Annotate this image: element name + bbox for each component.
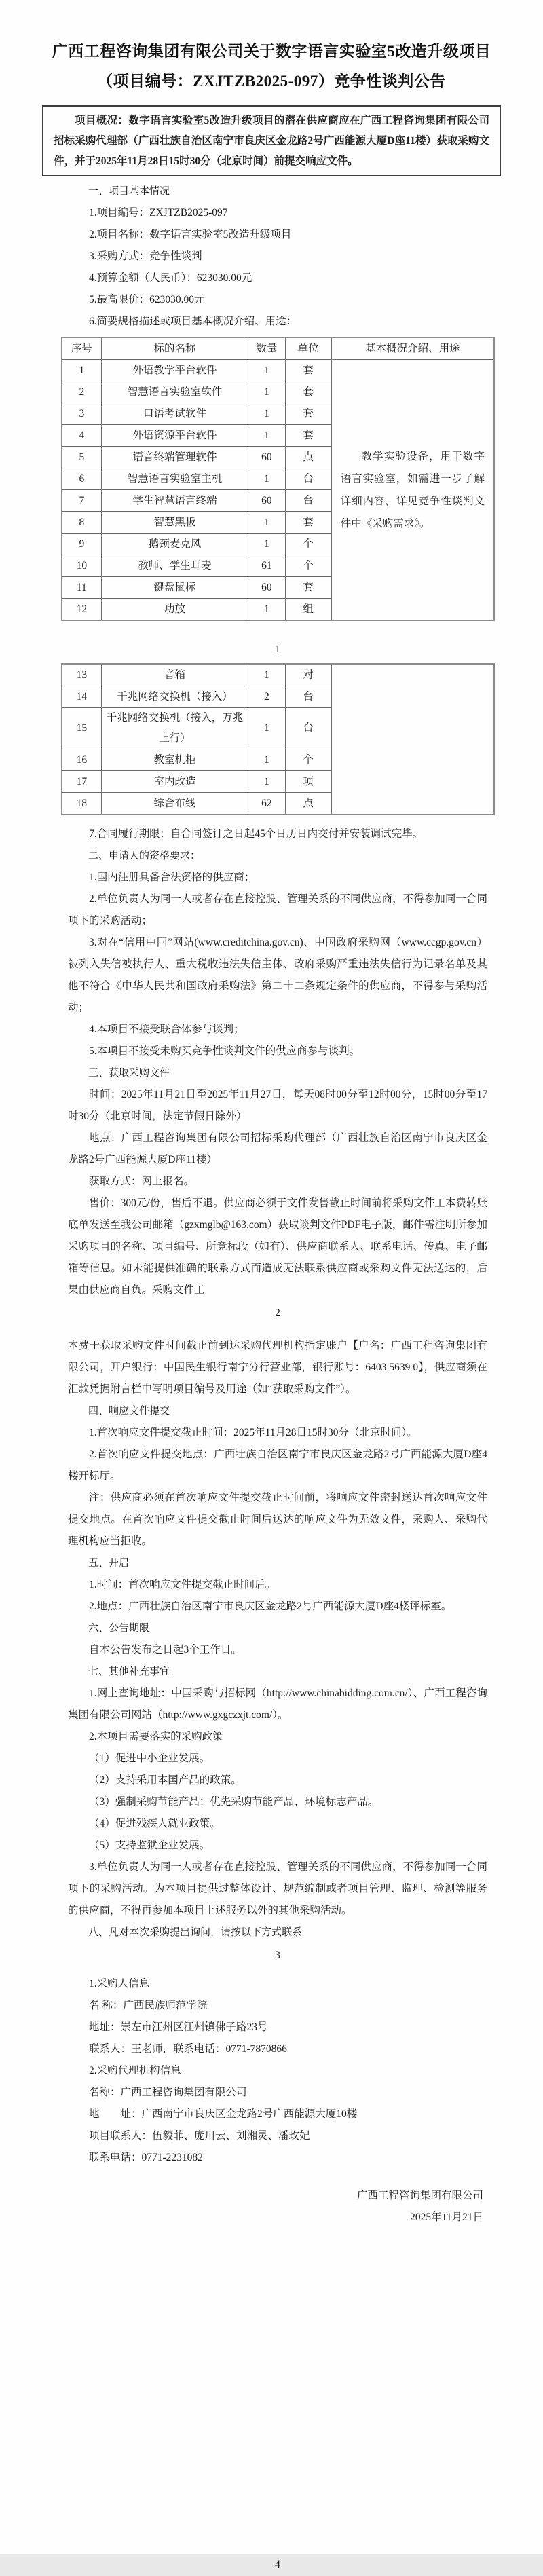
cell-qty: 1: [248, 599, 285, 621]
cell-unit: 套: [285, 403, 331, 425]
paragraph: 4.预算金额（人民币）：623030.00元: [89, 272, 252, 284]
paragraph: 时间：2025年11月21日至2025年11月27日，每天08时00分至12时00分，15时00分至17时30分（北京时间，法定节假日除外）: [68, 1089, 487, 1122]
cell-unit: 组: [285, 599, 331, 621]
contract-term-paragraph: 7.合同履行期限：自合同签订之日起45个日历日内交付并安装调试完毕。: [89, 828, 424, 840]
col-header-qty: 数量: [248, 337, 285, 360]
section-6-paragraphs: [68, 1639, 487, 1661]
spec-table-1-body: [62, 360, 494, 621]
section-3-continuation-paragraph: 本费于获取采购文件时间截止前到达采购代理机构指定账户【户名：广西工程咨询集团有限公司，开户银行：中国民生银行南宁分行营业部，银行账号：6403 5639 0】，供应商须在汇款凭据附言栏中写明项目编号及用途（如“获取采购文件”）。: [68, 1340, 487, 1395]
cell-unit: 台: [285, 686, 331, 708]
paragraph: 5.本项目不接受未购买竞争性谈判文件的供应商参与谈判。: [89, 1045, 360, 1057]
table-row: [62, 360, 494, 381]
cell-name: 鹅颈麦克风: [101, 534, 248, 555]
paragraph: 2.项目名称：数字语言实验室5改造升级项目: [89, 229, 292, 240]
page-number: 4: [275, 2559, 280, 2571]
cell-unit: 点: [285, 793, 331, 815]
cell-name: 智慧语言实验室软件: [101, 381, 248, 403]
cell-no: 14: [62, 686, 101, 708]
paragraph: 名 称：广西民族师范学院: [89, 2000, 208, 2011]
paragraph: 地址：崇左市江州区江州镇佛子路23号: [89, 2021, 268, 2033]
cell-qty: 1: [248, 771, 285, 793]
paragraph: 3.采购方式：竞争性谈判: [89, 250, 202, 262]
col-header-name: 标的名称: [101, 337, 248, 360]
section-1-heading: 一、项目基本情况: [88, 185, 170, 197]
section-4-heading: 四、响应文件提交: [88, 1405, 170, 1417]
paragraph: 2.单位负责人为同一人或者存在直接控股、管理关系的不同供应商，不得参加同一合同项下的采购活动；: [68, 893, 487, 927]
page-4: [0, 1973, 543, 2576]
page-3: [0, 1335, 543, 1966]
page-4-content: [68, 1973, 487, 2576]
cell-name: 外语资源平台软件: [101, 425, 248, 447]
document-title: [0, 0, 543, 96]
cell-unit: 套: [285, 381, 331, 403]
paragraph: 2.首次响应文件提交地点：广西壮族自治区南宁市良庆区金龙路2号广西能源大厦D座4楼开标厅。: [68, 1449, 487, 1482]
cell-no: 17: [62, 771, 101, 793]
page-number: 1: [275, 643, 280, 655]
cell-qty: 1: [248, 512, 285, 534]
paragraph: 自本公告发布之日起3个工作日。: [89, 1644, 242, 1656]
paragraph: （3）强制采购节能产品；优先采购节能产品、环境标志产品。: [89, 1796, 379, 1808]
cell-qty: 62: [248, 793, 285, 815]
cell-name: 语音终端管理软件: [101, 447, 248, 468]
section-4-paragraphs: [68, 1422, 487, 1552]
cell-name: 智慧黑板: [101, 512, 248, 534]
paragraph: 联系电话：0771-2231082: [89, 2152, 203, 2163]
section-3-heading: 三、获取采购文件: [88, 1067, 170, 1079]
paragraph: 3.对在“信用中国”网站(www.creditchina.gov.cn)、中国政府采购网（www.ccgp.gov.cn）被列入失信被执行人、重大税收违法失信主体、政府采购严重违法失信行为记录名单及其他不符合《中华人民共和国政府采购法》第二十二条规定条件的供应商，不得参与采购活动；: [68, 937, 487, 1013]
paragraph: 1.首次响应文件提交截止时间：2025年11月28日15时30分（北京时间）。: [89, 1427, 417, 1438]
page-2: [0, 663, 543, 1324]
page-2-content: [68, 663, 487, 1324]
paragraph: 1.项目编号：ZXJTZB2025-097: [89, 207, 228, 219]
table-header-row: [62, 337, 494, 360]
paragraph: 3.单位负责人为同一人或者存在直接控股、管理关系的不同供应商，不得参加同一合同项下的采购活动。为本项目提供过整体设计、规范编制或者项目管理、监理、检测等服务的供应商，不得再参加本项目上述服务以外的其他采购活动。: [68, 1861, 487, 1916]
cell-no: 4: [62, 425, 101, 447]
cell-unit: 台: [285, 708, 331, 749]
col-header-no: 序号: [62, 337, 101, 360]
cell-no: 1: [62, 360, 101, 381]
page-3-content: [68, 1335, 487, 1966]
page-number: 2: [275, 1307, 280, 1319]
cell-unit: 点: [285, 447, 331, 468]
cell-no: 9: [62, 534, 101, 555]
section-3-paragraphs: [68, 1084, 487, 1301]
cell-no: 3: [62, 403, 101, 425]
cell-qty: 1: [248, 664, 285, 686]
cell-unit: 个: [285, 749, 331, 771]
paragraph: （4）促进残疾人就业政策。: [89, 1818, 221, 1829]
paragraph: 名称：广西工程咨询集团有限公司: [89, 2087, 247, 2098]
cell-name: 综合布线: [101, 793, 248, 815]
section-2-items: [68, 867, 487, 1062]
cell-no: 16: [62, 749, 101, 771]
cell-no: 15: [62, 708, 101, 749]
paragraph: 2.地点：广西壮族自治区南宁市良庆区金龙路2号广西能源大厦D座4楼评标室。: [89, 1601, 452, 1612]
cell-no: 13: [62, 664, 101, 686]
section-8-heading: 八、凡对本次采购提出询问，请按以下方式联系: [88, 1926, 303, 1938]
cell-no: 2: [62, 381, 101, 403]
paragraph: 项目联系人：伍毅菲、庞川云、刘湘灵、潘玫妃: [89, 2130, 310, 2142]
paragraph: 1.采购人信息: [89, 1978, 150, 1990]
cell-unit: 个: [285, 534, 331, 555]
cell-unit: 台: [285, 490, 331, 512]
cell-no: 7: [62, 490, 101, 512]
cell-qty: 60: [248, 490, 285, 512]
cell-no: 12: [62, 599, 101, 621]
cell-name: 千兆网络交换机（接入，万兆上行）: [101, 708, 248, 749]
cell-qty: 1: [248, 403, 285, 425]
paragraph: 地 址：广西南宁市良庆区金龙路2号广西能源大厦10楼: [89, 2108, 358, 2120]
signature-company: 广西工程咨询集团有限公司: [356, 2190, 483, 2201]
page-number: 3: [275, 1949, 280, 1961]
table-note-cell: [331, 664, 494, 815]
spec-table-2: [61, 663, 495, 815]
paragraph: 注：供应商必须在首次响应文件提交截止时间前，将响应文件密封送达首次响应文件提交地点。在首次响应文件提交截止时间后送达的响应文件为无效文件，采购人、采购代理机构应当拒收。: [68, 1492, 487, 1547]
cell-qty: 1: [248, 381, 285, 403]
paragraph: 联系人：王老师，联系电话：0771-7870866: [89, 2043, 287, 2055]
cell-name: 学生智慧语言终端: [101, 490, 248, 512]
signature-date: 2025年11月21日: [410, 2211, 483, 2223]
cell-qty: 1: [248, 534, 285, 555]
cell-no: 5: [62, 447, 101, 468]
table-note-cell: 教学实验设备，用于数字语言实验室，如需进一步了解详细内容，详见竞争性谈判文件中《采购需求》。: [331, 360, 494, 621]
cell-no: 8: [62, 512, 101, 534]
cell-qty: 60: [248, 447, 285, 468]
cell-qty: 2: [248, 686, 285, 708]
paragraph: （2）支持采用本国产品的政策。: [89, 1774, 242, 1786]
section-7-paragraphs: [68, 1683, 487, 1922]
cell-no: 18: [62, 793, 101, 815]
cell-qty: 60: [248, 577, 285, 599]
cell-unit: 项: [285, 771, 331, 793]
cell-name: 音箱: [101, 664, 248, 686]
section-2-heading: 二、申请人的资格要求：: [88, 850, 201, 861]
cell-qty: 1: [248, 749, 285, 771]
paragraph: 售价：300元/份，售后不退。供应商必须于文件发售截止时间前将采购文件工本费转账底单发送至我公司邮箱（gzxmglb@163.com）获取谈判文件PDF电子版，邮件需注明所参加采购项目的名称、项目编号、所竞标段（如有）、供应商联系人、联系电话、传真、电子邮箱等信息。如未能提供准确的联系方式而造成无法联系供应商或采购文件无法送达的，后果由供应商自负。采购文件工: [68, 1197, 487, 1296]
table-row: [62, 664, 494, 686]
project-overview-box: 项目概况：数字语言实验室5改造升级项目的潜在供应商应在广西工程咨询集团有限公司招标采购代理部（广西壮族自治区南宁市良庆区金龙路2号广西能源大厦D座11楼）获取采购文件，并于2025年11月28日15时30分（北京时间）前提交响应文件。: [42, 105, 501, 176]
paragraph: （5）支持监狱企业发展。: [89, 1840, 210, 1851]
title-line-1: 广西工程咨询集团有限公司关于数字语言实验室5改造升级项目: [52, 43, 491, 60]
cell-unit: 台: [285, 468, 331, 490]
spec-table-1: [61, 337, 495, 621]
section-8-paragraphs: [68, 1973, 487, 2169]
cell-unit: 个: [285, 555, 331, 577]
paragraph: 2.采购代理机构信息: [89, 2065, 181, 2076]
paragraph: （1）促进中小企业发展。: [89, 1753, 210, 1764]
paragraph: 4.本项目不接受联合体参与谈判；: [89, 1024, 244, 1035]
section-7-heading: 七、其他补充事宜: [88, 1666, 170, 1677]
cell-unit: 对: [285, 664, 331, 686]
title-line-2: （项目编号：ZXJTZB2025-097）竞争性谈判公告: [97, 73, 446, 90]
cell-no: 6: [62, 468, 101, 490]
paragraph: 1.时间：首次响应文件提交截止时间后。: [89, 1579, 276, 1590]
cell-qty: 1: [248, 708, 285, 749]
spec-table-2-wrap: [68, 663, 487, 815]
cell-qty: 1: [248, 360, 285, 381]
paragraph: 1.国内注册具备合法资格的供应商；: [89, 872, 255, 883]
cell-no: 11: [62, 577, 101, 599]
paragraph: 2.本项目需要落实的采购政策: [89, 1731, 223, 1742]
paragraph: 1.网上查询地址：中国采购与招标网（http://www.chinabidding.com.cn/）、广西工程咨询集团有限公司网站（http://www.gxgczxjt.com/）。: [68, 1687, 487, 1721]
section-5-paragraphs: [68, 1574, 487, 1618]
cell-qty: 1: [248, 425, 285, 447]
section-1-items: [68, 202, 487, 333]
page-1: [0, 0, 543, 660]
cell-name: 口语考试软件: [101, 403, 248, 425]
paragraph: 获取方式：网上报名。: [89, 1176, 195, 1187]
page-1-content: [68, 181, 487, 660]
cell-qty: 1: [248, 468, 285, 490]
cell-name: 外语教学平台软件: [101, 360, 248, 381]
cell-unit: 套: [285, 425, 331, 447]
cell-name: 室内改造: [101, 771, 248, 793]
cell-name: 千兆网络交换机（接入）: [101, 686, 248, 708]
cell-name: 智慧语言实验室主机: [101, 468, 248, 490]
section-5-heading: 五、开启: [88, 1557, 130, 1569]
paragraph: 5.最高限价：623030.00元: [89, 294, 205, 305]
paragraph: 地点：广西工程咨询集团有限公司招标采购代理部（广西壮族自治区南宁市良庆区金龙路2号广西能源大厦D座11楼）: [68, 1132, 487, 1165]
cell-unit: 套: [285, 360, 331, 381]
cell-qty: 61: [248, 555, 285, 577]
cell-name: 教师、学生耳麦: [101, 555, 248, 577]
spec-table-1-wrap: [68, 337, 487, 621]
cell-unit: 套: [285, 577, 331, 599]
cell-name: 键盘鼠标: [101, 577, 248, 599]
section-6-heading: 六、公告期限: [88, 1622, 150, 1634]
cell-unit: 套: [285, 512, 331, 534]
col-header-desc: 基本概况介绍、用途: [331, 337, 494, 360]
col-header-unit: 单位: [285, 337, 331, 360]
spec-table-2-body: [62, 664, 494, 815]
paragraph: 6.简要规格描述或项目基本概况介绍、用途：: [89, 316, 297, 327]
cell-no: 10: [62, 555, 101, 577]
cell-name: 教室机柜: [101, 749, 248, 771]
cell-name: 功放: [101, 599, 248, 621]
